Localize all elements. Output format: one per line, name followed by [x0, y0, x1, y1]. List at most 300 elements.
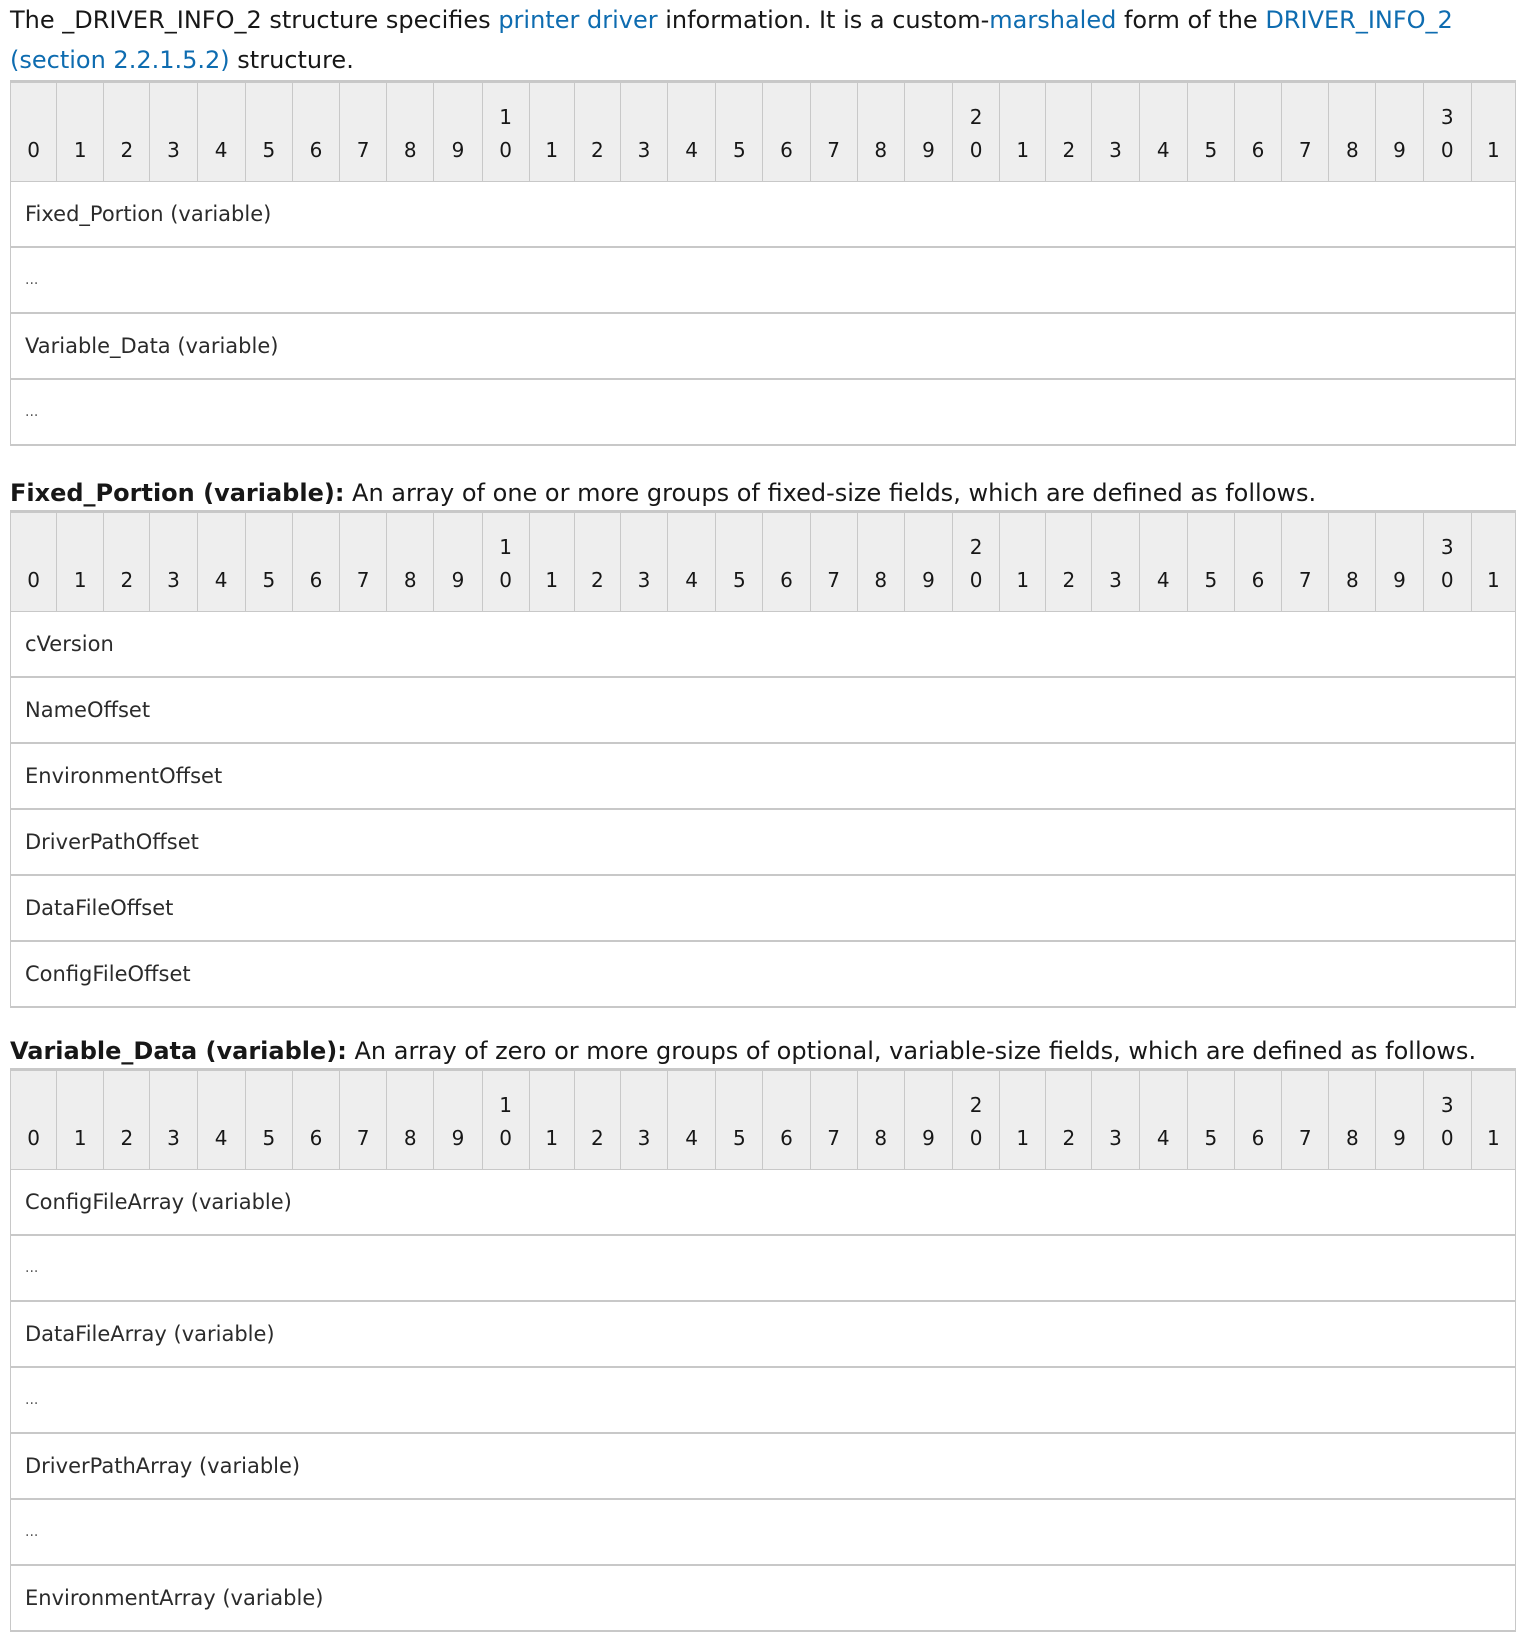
- bit-header-cell: [340, 82, 387, 182]
- bit-tens-digit: [1188, 1089, 1234, 1122]
- bit-header-cell: [57, 82, 104, 182]
- bit-tens-digit: [434, 531, 481, 564]
- bit-tens-digit: [150, 531, 196, 564]
- bit-ones-digit: 6: [309, 1126, 323, 1150]
- field-row: [11, 1235, 1516, 1301]
- bit-header-cell: [716, 512, 763, 612]
- variable-data-term: Variable_Data (variable):: [10, 1037, 347, 1065]
- bit-header-cell: [716, 1070, 763, 1170]
- bit-tens-digit: [1000, 101, 1045, 134]
- field-row: [11, 1499, 1516, 1565]
- bit-tens-digit: [340, 531, 386, 564]
- bit-tens-digit: [530, 1089, 574, 1122]
- bit-ones-digit: 6: [1251, 568, 1265, 592]
- variable-data-heading: [10, 1034, 1516, 1068]
- bit-ones-digit: 3: [1109, 138, 1122, 162]
- bit-tens-digit: [246, 531, 292, 564]
- bit-ones-digit: 6: [1251, 1126, 1265, 1150]
- bit-ones-digit: 1: [1016, 138, 1030, 162]
- bit-tens-digit: [293, 101, 339, 134]
- bit-ones-digit: 1: [1016, 568, 1030, 592]
- field-row: [11, 612, 1516, 678]
- bit-ones-digit: 0: [27, 1126, 40, 1150]
- bit-tens-digit: [150, 101, 196, 134]
- bit-header-cell: [1423, 512, 1471, 612]
- bit-tens-digit: [293, 531, 339, 564]
- bit-ones-digit: 5: [262, 1126, 276, 1150]
- bit-tens-digit: 2: [969, 535, 983, 559]
- bit-ones-digit: 3: [637, 138, 651, 162]
- bit-tens-digit: [1282, 1089, 1328, 1122]
- bit-tens-digit: [1140, 1089, 1187, 1122]
- bit-ones-digit: 5: [732, 568, 746, 592]
- bit-header-cell: [1329, 1070, 1376, 1170]
- bit-tens-digit: [1472, 101, 1515, 134]
- bit-header-cell: [1046, 1070, 1092, 1170]
- bit-header-cell: [57, 512, 104, 612]
- bit-header-cell: [292, 1070, 339, 1170]
- bit-ones-digit: 2: [1062, 568, 1076, 592]
- bit-header-cell: [1471, 1070, 1515, 1170]
- printer-driver-link[interactable]: printer driver: [498, 6, 658, 34]
- bit-header-cell: [668, 1070, 716, 1170]
- bit-tens-digit: [387, 1089, 433, 1122]
- bit-header-cell: [11, 82, 57, 182]
- bit-tens-digit: 1: [499, 1093, 512, 1117]
- intro-text: information. It is a custom-: [657, 6, 990, 34]
- bit-header-cell: [245, 512, 292, 612]
- intro-paragraph: [10, 0, 1510, 80]
- bit-header-cell: [1423, 1070, 1471, 1170]
- bit-ones-digit: 9: [922, 138, 935, 162]
- bit-ones-digit: 0: [969, 568, 983, 592]
- bit-header-cell: [434, 1070, 482, 1170]
- bit-header-cell: [197, 82, 245, 182]
- bit-tens-digit: [1376, 101, 1422, 134]
- bit-header-cell: [529, 1070, 574, 1170]
- bit-header-cell: [904, 512, 952, 612]
- intro-text: form of the: [1116, 6, 1266, 34]
- bit-tens-digit: 2: [969, 1093, 983, 1117]
- bit-tens-digit: [1235, 101, 1281, 134]
- bit-ones-digit: 8: [403, 568, 417, 592]
- field-cell: NameOffset: [11, 677, 1516, 743]
- bit-header-cell: [387, 82, 434, 182]
- bit-tens-digit: [246, 101, 292, 134]
- bit-tens-digit: [246, 1089, 292, 1122]
- bit-ones-digit: 9: [1393, 1126, 1406, 1150]
- field-cell: DriverPathArray (variable): [11, 1433, 1516, 1499]
- bit-ones-digit: 0: [1440, 1126, 1454, 1150]
- bit-ones-digit: 7: [827, 1126, 840, 1150]
- bit-tens-digit: [198, 101, 245, 134]
- bit-ones-digit: 8: [1345, 1126, 1359, 1150]
- bit-tens-digit: [11, 1089, 56, 1122]
- bit-ones-digit: 5: [1204, 138, 1218, 162]
- bit-tens-digit: [1000, 1089, 1045, 1122]
- bit-tens-digit: [1235, 1089, 1281, 1122]
- bit-tens-digit: [811, 531, 857, 564]
- bit-header-cell: [857, 1070, 904, 1170]
- bit-tens-digit: [1376, 1089, 1422, 1122]
- bit-ones-digit: 4: [214, 138, 228, 162]
- field-cell: Fixed_Portion (variable): [11, 182, 1516, 248]
- bit-header-cell: [482, 82, 529, 182]
- bit-ones-digit: 4: [1156, 1126, 1170, 1150]
- bit-tens-digit: [104, 531, 149, 564]
- bit-tens-digit: [1188, 531, 1234, 564]
- intro-text: The _DRIVER_INFO_2 structure specifies: [10, 6, 499, 34]
- bit-ones-digit: 4: [685, 138, 699, 162]
- bit-tens-digit: [763, 101, 809, 134]
- bit-ones-digit: 9: [922, 1126, 935, 1150]
- bit-ones-digit: 8: [874, 568, 888, 592]
- bit-ones-digit: 1: [545, 568, 559, 592]
- bit-ones-digit: 1: [1487, 1126, 1500, 1150]
- field-cell: EnvironmentOffset: [11, 743, 1516, 809]
- bit-tens-digit: [716, 1089, 762, 1122]
- bit-ones-digit: 9: [451, 1126, 465, 1150]
- bit-ones-digit: 6: [780, 1126, 793, 1150]
- marshaled-link[interactable]: marshaled: [989, 6, 1117, 34]
- bit-tens-digit: [530, 101, 574, 134]
- bit-tens-digit: [11, 101, 56, 134]
- bit-ones-digit: 9: [451, 138, 465, 162]
- fixed-portion-table: [10, 510, 1516, 1008]
- driver-info-2-table: [10, 80, 1516, 446]
- bit-ones-digit: 7: [827, 138, 840, 162]
- bit-header-cell: [104, 1070, 150, 1170]
- bit-tens-digit: [387, 101, 433, 134]
- bit-header-cell: [1376, 1070, 1423, 1170]
- variable-data-description: An array of zero or more groups of optional, variable-size fields, which are defined as follows.: [346, 1037, 1477, 1065]
- field-row: [11, 743, 1516, 809]
- field-row: [11, 1367, 1516, 1433]
- bit-tens-digit: [716, 101, 762, 134]
- bit-tens-digit: [1092, 101, 1138, 134]
- bit-ones-digit: 2: [590, 568, 604, 592]
- bit-tens-digit: [1472, 1089, 1515, 1122]
- bit-ones-digit: 0: [27, 138, 40, 162]
- bit-ones-digit: 8: [403, 1126, 417, 1150]
- bit-header-cell: [1376, 82, 1423, 182]
- bit-ones-digit: 5: [1204, 1126, 1218, 1150]
- bit-header-cell: [620, 1070, 667, 1170]
- bit-ones-digit: 9: [1393, 568, 1406, 592]
- bit-header-cell: [1187, 512, 1234, 612]
- field-row: [11, 379, 1516, 445]
- bit-header-cell: [1329, 512, 1376, 612]
- bit-header-cell: [1234, 1070, 1281, 1170]
- bit-tens-digit: 3: [1440, 1093, 1454, 1117]
- bit-header-cell: [763, 1070, 810, 1170]
- bit-tens-digit: [763, 1089, 809, 1122]
- bit-header-cell: [1187, 1070, 1234, 1170]
- bit-tens-digit: [668, 1089, 715, 1122]
- bit-tens-digit: 3: [1440, 535, 1454, 559]
- bit-ones-digit: 1: [1487, 568, 1500, 592]
- bit-tens-digit: [57, 531, 103, 564]
- bit-tens-digit: [1282, 101, 1328, 134]
- bit-header-cell: [1282, 1070, 1329, 1170]
- bit-header-cell: [292, 82, 339, 182]
- bit-tens-digit: [668, 101, 715, 134]
- bit-ones-digit: 2: [120, 1126, 134, 1150]
- bit-header-cell: [340, 1070, 387, 1170]
- bit-ones-digit: 0: [1440, 568, 1454, 592]
- bit-tens-digit: [434, 1089, 481, 1122]
- bit-tens-digit: [1329, 531, 1375, 564]
- field-row: [11, 247, 1516, 313]
- bit-tens-digit: 2: [969, 105, 983, 129]
- bit-ones-digit: 0: [27, 568, 40, 592]
- bit-ones-digit: 2: [590, 138, 604, 162]
- continuation-cell: ...: [11, 247, 1516, 313]
- bit-tens-digit: [434, 101, 481, 134]
- bit-ones-digit: 3: [1109, 1126, 1122, 1150]
- field-row: [11, 1301, 1516, 1367]
- field-row: [11, 875, 1516, 941]
- bit-header-cell: [197, 1070, 245, 1170]
- bit-ones-digit: 0: [499, 1126, 512, 1150]
- bit-ones-digit: 5: [262, 568, 276, 592]
- field-cell: DataFileArray (variable): [11, 1301, 1516, 1367]
- bit-tens-digit: [621, 1089, 667, 1122]
- bit-ones-digit: 8: [1345, 568, 1359, 592]
- bit-ones-digit: 5: [732, 1126, 746, 1150]
- bit-ones-digit: 3: [167, 138, 180, 162]
- bit-header-cell: [245, 82, 292, 182]
- bit-header-cell: [57, 1070, 104, 1170]
- bit-tens-digit: [763, 531, 809, 564]
- bit-tens-digit: [1092, 531, 1138, 564]
- bit-tens-digit: [1329, 101, 1375, 134]
- bit-header-cell: [810, 82, 857, 182]
- bit-header-cell: [1234, 82, 1281, 182]
- bit-header-cell: [292, 512, 339, 612]
- bit-tens-digit: [150, 1089, 196, 1122]
- bit-tens-digit: [811, 1089, 857, 1122]
- bit-tens-digit: [1046, 1089, 1091, 1122]
- bit-tens-digit: [1472, 531, 1515, 564]
- bit-ones-digit: 3: [1109, 568, 1122, 592]
- bit-header-cell: [1282, 512, 1329, 612]
- bit-tens-digit: [340, 1089, 386, 1122]
- bit-tens-digit: [1092, 1089, 1138, 1122]
- continuation-cell: ...: [11, 379, 1516, 445]
- bit-tens-digit: [1046, 531, 1091, 564]
- bit-ones-digit: 7: [827, 568, 840, 592]
- bit-tens-digit: [104, 1089, 149, 1122]
- bit-tens-digit: [575, 101, 620, 134]
- bit-tens-digit: [811, 101, 857, 134]
- bit-ones-digit: 2: [120, 138, 134, 162]
- bit-header-cell: [1376, 512, 1423, 612]
- bit-header-cell: [1000, 512, 1046, 612]
- bit-header-cell: [953, 82, 1000, 182]
- bit-ones-digit: 3: [167, 568, 180, 592]
- variable-data-table: [10, 1068, 1516, 1632]
- bit-tens-digit: [621, 531, 667, 564]
- bit-ones-digit: 7: [1298, 568, 1312, 592]
- bit-tens-digit: 1: [499, 105, 512, 129]
- bit-header-cell: [1282, 82, 1329, 182]
- bit-ones-digit: 4: [214, 568, 228, 592]
- bit-ones-digit: 6: [309, 568, 323, 592]
- bit-header-cell: [245, 1070, 292, 1170]
- bit-header-cell: [763, 512, 810, 612]
- bit-tens-digit: [1188, 101, 1234, 134]
- bit-tens-digit: [858, 101, 904, 134]
- bit-ones-digit: 7: [356, 568, 370, 592]
- bit-header-cell: [1000, 82, 1046, 182]
- bit-ones-digit: 8: [1345, 138, 1359, 162]
- bit-tens-digit: [575, 1089, 620, 1122]
- bit-ones-digit: 4: [214, 1126, 228, 1150]
- field-cell: DataFileOffset: [11, 875, 1516, 941]
- bit-header-cell: [482, 1070, 529, 1170]
- bit-ones-digit: 4: [1156, 138, 1170, 162]
- field-row: [11, 1433, 1516, 1499]
- bit-ones-digit: 7: [1298, 138, 1312, 162]
- bit-header-cell: [668, 82, 716, 182]
- bit-tens-digit: [905, 1089, 952, 1122]
- bit-header-cell: [904, 82, 952, 182]
- bit-tens-digit: [716, 531, 762, 564]
- field-row: [11, 941, 1516, 1007]
- bit-header-row: [11, 1070, 1516, 1170]
- bit-tens-digit: 1: [499, 535, 512, 559]
- bit-ones-digit: 4: [685, 568, 699, 592]
- bit-header-cell: [857, 512, 904, 612]
- bit-ones-digit: 3: [637, 1126, 651, 1150]
- bit-ones-digit: 0: [499, 568, 512, 592]
- bit-ones-digit: 4: [1156, 568, 1170, 592]
- field-row: [11, 313, 1516, 379]
- bit-header-cell: [1092, 82, 1139, 182]
- bit-header-cell: [763, 82, 810, 182]
- fixed-portion-heading: [10, 476, 1516, 510]
- bit-header-cell: [1139, 1070, 1187, 1170]
- driver-info-2-section-link[interactable]: DRIVER_INFO_2 (section 2.2.1.5.2): [10, 6, 1453, 74]
- fixed-portion-table-wrapper: [10, 510, 1516, 1008]
- bit-tens-digit: [57, 101, 103, 134]
- bit-header-cell: [810, 1070, 857, 1170]
- field-row: [11, 1565, 1516, 1631]
- bit-tens-digit: [340, 101, 386, 134]
- intro-text: structure.: [229, 46, 354, 74]
- bit-tens-digit: [905, 531, 952, 564]
- bit-ones-digit: 1: [1016, 1126, 1030, 1150]
- bit-tens-digit: [1046, 101, 1091, 134]
- continuation-cell: ...: [11, 1499, 1516, 1565]
- bit-ones-digit: 1: [73, 138, 87, 162]
- field-row: [11, 182, 1516, 248]
- bit-ones-digit: 9: [922, 568, 935, 592]
- bit-ones-digit: 5: [262, 138, 276, 162]
- field-cell: ConfigFileArray (variable): [11, 1170, 1516, 1236]
- bit-ones-digit: 4: [685, 1126, 699, 1150]
- bit-header-row: [11, 82, 1516, 182]
- bit-header-cell: [1471, 82, 1515, 182]
- bit-header-cell: [574, 1070, 620, 1170]
- bit-ones-digit: 2: [120, 568, 134, 592]
- field-row: [11, 677, 1516, 743]
- field-cell: ConfigFileOffset: [11, 941, 1516, 1007]
- bit-header-cell: [434, 82, 482, 182]
- field-row: [11, 1170, 1516, 1236]
- bit-tens-digit: [104, 101, 149, 134]
- bit-tens-digit: [1282, 531, 1328, 564]
- bit-ones-digit: 6: [309, 138, 323, 162]
- bit-tens-digit: [1376, 531, 1422, 564]
- fixed-portion-description: An array of one or more groups of fixed-size fields, which are defined as follows.: [344, 479, 1317, 507]
- bit-tens-digit: 3: [1440, 105, 1454, 129]
- bit-header-cell: [11, 1070, 57, 1170]
- variable-data-table-wrapper: [10, 1068, 1516, 1632]
- bit-tens-digit: [198, 1089, 245, 1122]
- bit-header-cell: [620, 512, 667, 612]
- bit-header-cell: [150, 82, 197, 182]
- bit-ones-digit: 8: [403, 138, 417, 162]
- bit-tens-digit: [1140, 101, 1187, 134]
- bit-tens-digit: [11, 531, 56, 564]
- bit-ones-digit: 1: [73, 568, 87, 592]
- bit-ones-digit: 1: [545, 1126, 559, 1150]
- bit-header-cell: [387, 1070, 434, 1170]
- bit-header-cell: [1423, 82, 1471, 182]
- bit-ones-digit: 7: [1298, 1126, 1312, 1150]
- bit-header-cell: [1471, 512, 1515, 612]
- bit-header-cell: [529, 512, 574, 612]
- bit-header-cell: [574, 82, 620, 182]
- bit-ones-digit: 8: [874, 138, 888, 162]
- bit-tens-digit: [293, 1089, 339, 1122]
- fixed-portion-term: Fixed_Portion (variable):: [10, 479, 345, 507]
- bit-ones-digit: 0: [499, 138, 512, 162]
- bit-ones-digit: 3: [167, 1126, 180, 1150]
- bit-header-cell: [716, 82, 763, 182]
- bit-tens-digit: [858, 531, 904, 564]
- bit-ones-digit: 1: [1487, 138, 1500, 162]
- bit-header-cell: [1234, 512, 1281, 612]
- bit-tens-digit: [387, 531, 433, 564]
- bit-ones-digit: 6: [1251, 138, 1265, 162]
- bit-tens-digit: [57, 1089, 103, 1122]
- field-cell: Variable_Data (variable): [11, 313, 1516, 379]
- bit-ones-digit: 2: [590, 1126, 604, 1150]
- bit-header-cell: [1139, 82, 1187, 182]
- bit-header-cell: [387, 512, 434, 612]
- bit-header-cell: [1000, 1070, 1046, 1170]
- bit-tens-digit: [575, 531, 620, 564]
- bit-ones-digit: 8: [874, 1126, 888, 1150]
- continuation-cell: ...: [11, 1235, 1516, 1301]
- bit-header-cell: [857, 82, 904, 182]
- bit-ones-digit: 0: [969, 1126, 983, 1150]
- bit-header-cell: [197, 512, 245, 612]
- bit-ones-digit: 0: [1440, 138, 1454, 162]
- bit-header-cell: [150, 512, 197, 612]
- bit-header-cell: [482, 512, 529, 612]
- bit-header-cell: [953, 512, 1000, 612]
- bit-ones-digit: 0: [969, 138, 983, 162]
- bit-header-row: [11, 512, 1516, 612]
- bit-tens-digit: [1235, 531, 1281, 564]
- bit-tens-digit: [198, 531, 245, 564]
- bit-header-cell: [1092, 512, 1139, 612]
- bit-ones-digit: 9: [451, 568, 465, 592]
